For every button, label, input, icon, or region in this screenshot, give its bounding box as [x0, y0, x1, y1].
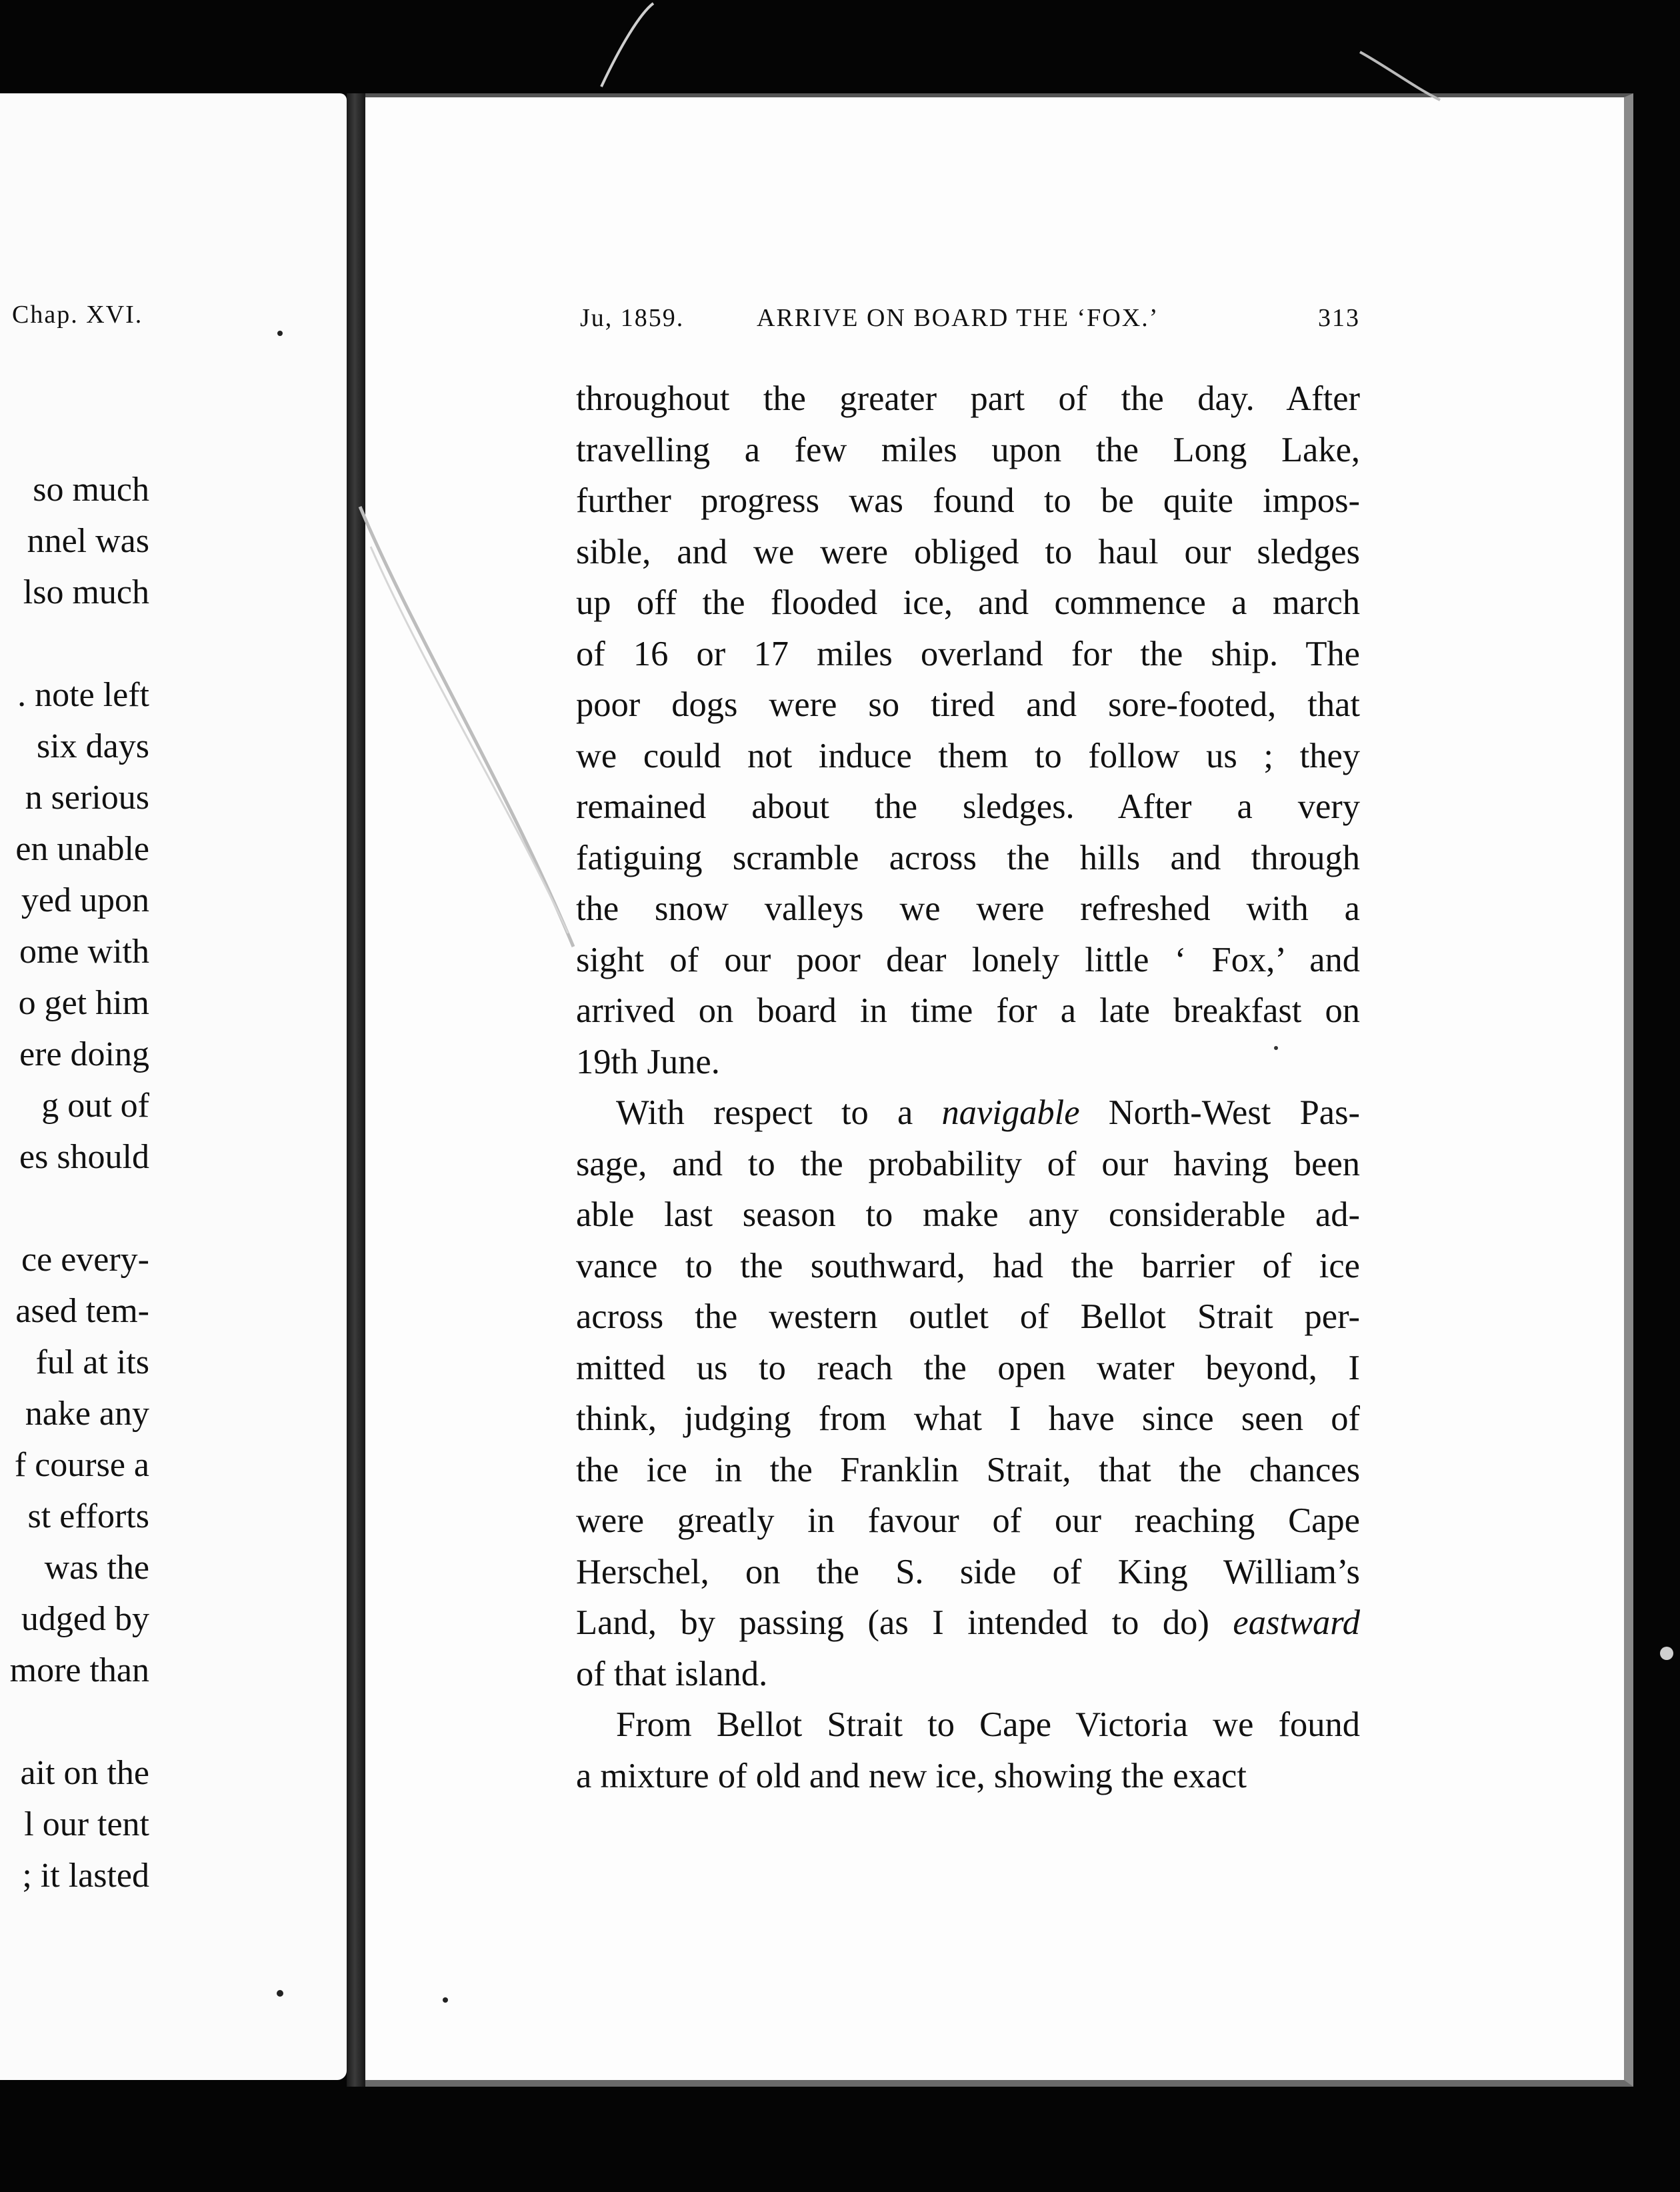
left-text-fragment: es should — [19, 1138, 149, 1176]
text-line: Land, by passing (as I intended to do) eastward — [576, 1603, 1360, 1642]
left-text-fragment: st efforts — [27, 1497, 149, 1535]
text-line: poor dogs were so tired and sore-footed, that — [576, 685, 1360, 724]
text-line: of 16 or 17 miles overland for the ship. The — [576, 634, 1360, 673]
text-line: think, judging from what I have since seen of — [576, 1399, 1360, 1438]
text-line: able last season to make any considerable ad- — [576, 1195, 1360, 1234]
left-text-fragment: was the — [44, 1549, 149, 1587]
text-line: the ice in the Franklin Strait, that the chances — [576, 1450, 1360, 1489]
left-page-text — [0, 464, 149, 1901]
left-text-gap — [0, 1183, 149, 1234]
text-line: up off the flooded ice, and commence a march — [576, 583, 1360, 622]
text-line: sible, and we were obliged to haul our sledges — [576, 532, 1360, 571]
left-text-fragment: . note left — [17, 676, 149, 714]
left-text-fragment: more than — [9, 1651, 149, 1689]
left-page — [0, 93, 347, 2080]
left-text-fragment: ait on the — [20, 1754, 149, 1792]
paragraph — [576, 1087, 1360, 1699]
text-line: of that island. — [576, 1654, 768, 1693]
left-text-fragment: six days — [37, 727, 149, 765]
left-running-head: Chap. XVI. — [12, 301, 143, 329]
left-text-fragment: ; it lasted — [22, 1857, 149, 1895]
text-line: fatiguing scramble across the hills and through — [576, 838, 1360, 877]
text-line: remained about the sledges. After a very — [576, 787, 1360, 826]
text-line: From Bellot Strait to Cape Victoria we found — [616, 1705, 1360, 1744]
running-head-title: ARRIVE ON BOARD THE ‘FOX.’ — [757, 304, 1159, 332]
left-text-fragment: udged by — [21, 1600, 149, 1638]
left-text-fragment: f course a — [14, 1446, 149, 1484]
left-text-fragment: lso much — [23, 573, 149, 611]
paragraph — [576, 373, 1360, 1087]
text-line: the snow valleys we were refreshed with a — [576, 889, 1360, 928]
text-line: further progress was found to be quite impos- — [576, 481, 1360, 520]
running-head-date: Ju, 1859. — [580, 304, 685, 332]
text-line: vance to the southward, had the barrier of ice — [576, 1246, 1360, 1285]
text-line: a mixture of old and new ice, showing the exact — [576, 1756, 1247, 1795]
left-text-fragment: nnel was — [27, 522, 149, 560]
paragraph — [576, 1699, 1360, 1801]
left-text-fragment: g out of — [41, 1087, 149, 1125]
text-line: sight of our poor dear lonely little ‘ Fox,’ and — [576, 940, 1360, 979]
text-line: 19th June. — [576, 1042, 720, 1081]
left-text-fragment: l our tent — [24, 1805, 149, 1843]
left-text-fragment: ased tem- — [15, 1292, 149, 1330]
speck — [1660, 1647, 1673, 1660]
text-line: mitted us to reach the open water beyond, I — [576, 1348, 1360, 1387]
left-text-gap — [0, 618, 149, 669]
left-text-fragment: n serious — [25, 779, 149, 817]
text-line: we could not induce them to follow us ; they — [576, 736, 1360, 775]
left-text-fragment: ere doing — [19, 1035, 149, 1073]
text-line: arrived on board in time for a late breakfast on — [576, 991, 1360, 1030]
text-line: travelling a few miles upon the Long Lake, — [576, 430, 1360, 469]
right-page-text — [576, 373, 1360, 1801]
book-gutter — [347, 93, 367, 2087]
text-line: Herschel, on the S. side of King William’s — [576, 1552, 1360, 1591]
text-line: throughout the greater part of the day. After — [576, 379, 1360, 418]
top-thread — [601, 3, 653, 87]
left-text-fragment: so much — [33, 471, 149, 509]
left-text-fragment: nake any — [25, 1395, 149, 1433]
text-line: sage, and to the probability of our having been — [576, 1144, 1360, 1183]
text-line: With respect to a navigable North-West Pas- — [616, 1093, 1360, 1132]
text-line: across the western outlet of Bellot Strait per- — [576, 1297, 1360, 1336]
left-text-fragment: o get him — [18, 984, 149, 1022]
left-text-fragment: ful at its — [35, 1343, 149, 1381]
left-text-fragment: yed upon — [21, 881, 149, 919]
left-text-gap — [0, 1696, 149, 1747]
page-number: 313 — [1318, 304, 1360, 332]
left-text-fragment: en unable — [15, 830, 149, 868]
text-line: were greatly in favour of our reaching Cape — [576, 1501, 1360, 1540]
left-text-fragment: ome with — [19, 933, 149, 971]
left-text-fragment: ce every- — [21, 1241, 149, 1279]
right-running-head — [580, 303, 1360, 337]
